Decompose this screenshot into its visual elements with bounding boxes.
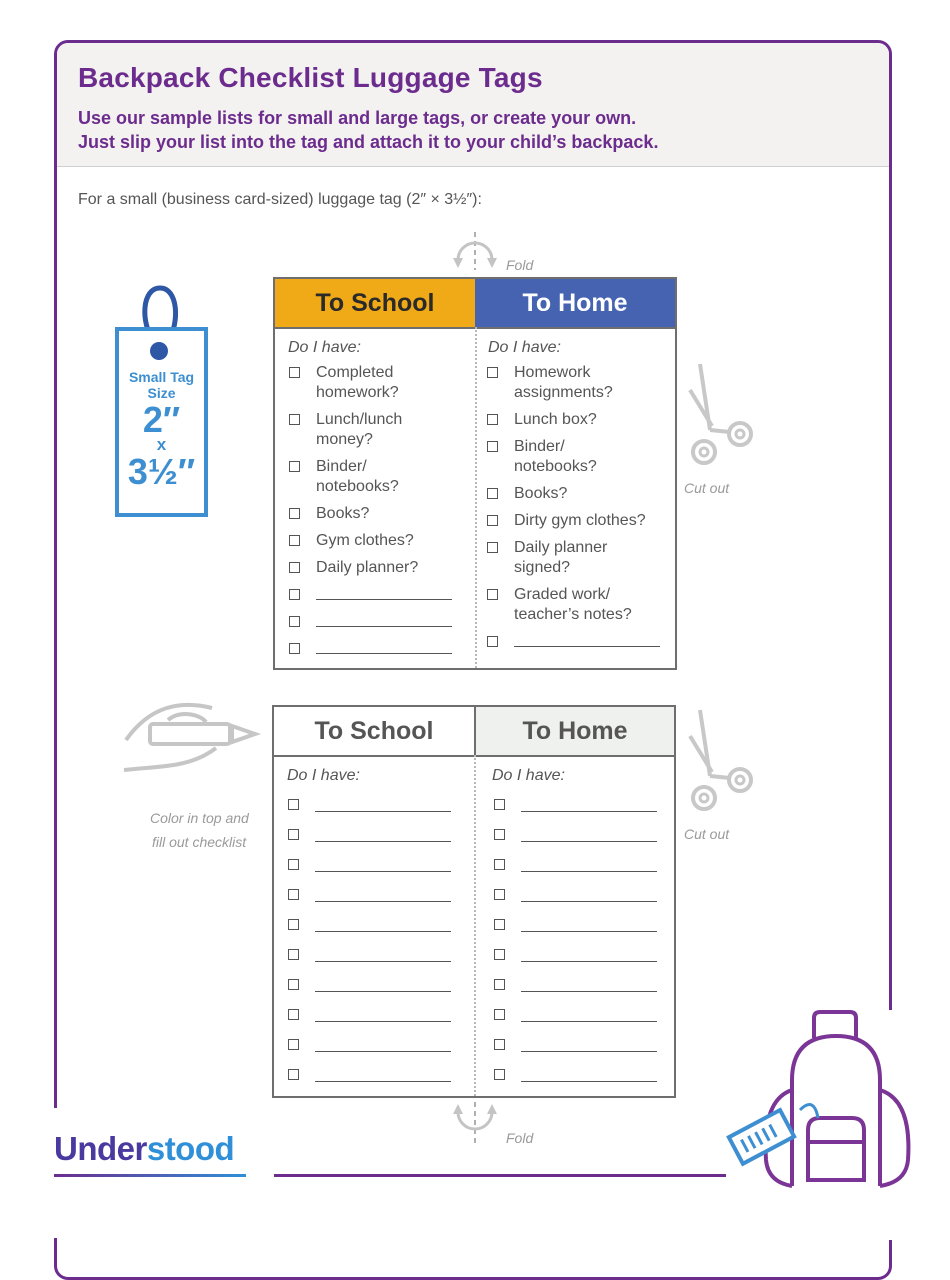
list-item-blank bbox=[494, 945, 674, 965]
blank-home-column bbox=[474, 707, 674, 1096]
checkbox-icon[interactable] bbox=[494, 889, 505, 900]
write-in-line[interactable] bbox=[521, 885, 657, 902]
page-title: Backpack Checklist Luggage Tags bbox=[78, 62, 543, 93]
checkbox-icon[interactable] bbox=[487, 589, 498, 600]
list-item: Daily planner? bbox=[289, 558, 475, 578]
fold-label-bottom: Fold bbox=[506, 1130, 534, 1146]
sample-school-prompt: Do I have: bbox=[288, 339, 361, 356]
checkbox-icon[interactable] bbox=[289, 367, 300, 378]
blank-home-prompt: Do I have: bbox=[492, 767, 565, 784]
checkbox-icon[interactable] bbox=[289, 643, 300, 654]
checkbox-icon[interactable] bbox=[289, 414, 300, 425]
subtitle-line-2: Just slip your list into the tag and attach it to your child’s backpack. bbox=[78, 132, 659, 152]
list-item: Graded work/ teacher’s notes? bbox=[487, 585, 654, 625]
fold-line bbox=[474, 755, 476, 1096]
write-in-line[interactable] bbox=[521, 825, 657, 842]
list-item: Completed homework? bbox=[289, 363, 426, 403]
checkbox-icon[interactable] bbox=[487, 636, 498, 647]
checkbox-icon[interactable] bbox=[494, 1039, 505, 1050]
list-item-blank bbox=[288, 795, 474, 815]
checkbox-icon[interactable] bbox=[494, 1069, 505, 1080]
checkbox-icon[interactable] bbox=[487, 488, 498, 499]
small-tag-label-2: Size bbox=[147, 385, 176, 401]
fold-label-top: Fold bbox=[506, 257, 534, 273]
list-item-blank bbox=[288, 945, 474, 965]
list-item-blank bbox=[289, 612, 475, 632]
sample-luggage-tag bbox=[273, 277, 677, 670]
scissors-icon bbox=[680, 360, 760, 470]
checkbox-icon[interactable] bbox=[487, 414, 498, 425]
write-in-line[interactable] bbox=[315, 1035, 451, 1052]
list-item-blank bbox=[288, 885, 474, 905]
write-in-line[interactable] bbox=[315, 825, 451, 842]
checkbox-icon[interactable] bbox=[289, 461, 300, 472]
list-item: Books? bbox=[487, 484, 675, 504]
small-tag-height: 3½″ bbox=[127, 451, 196, 492]
list-item: Dirty gym clothes? bbox=[487, 511, 675, 531]
checkbox-icon[interactable] bbox=[288, 1009, 299, 1020]
sample-home-list bbox=[475, 363, 675, 652]
logo-underline bbox=[54, 1174, 246, 1177]
checkbox-icon[interactable] bbox=[289, 535, 300, 546]
write-in-line[interactable] bbox=[315, 885, 451, 902]
write-in-line[interactable] bbox=[521, 855, 657, 872]
write-in-line[interactable] bbox=[315, 855, 451, 872]
list-item: Binder/ notebooks? bbox=[289, 457, 416, 497]
scissors-icon bbox=[680, 706, 760, 816]
list-item-blank bbox=[494, 1035, 674, 1055]
write-in-line[interactable] bbox=[514, 632, 660, 647]
hand-pen-icon bbox=[120, 696, 265, 778]
checkbox-icon[interactable] bbox=[289, 562, 300, 573]
list-item: Lunch/lunch money? bbox=[289, 410, 426, 450]
list-item-blank bbox=[494, 825, 674, 845]
footer-rule bbox=[274, 1174, 726, 1177]
backpack-icon bbox=[722, 1010, 922, 1190]
list-item: Daily planner signed? bbox=[487, 538, 629, 578]
frame-gap bbox=[50, 1108, 270, 1238]
write-in-line[interactable] bbox=[521, 915, 657, 932]
checkbox-icon[interactable] bbox=[487, 367, 498, 378]
list-item-blank bbox=[288, 1035, 474, 1055]
list-item: Gym clothes? bbox=[289, 531, 475, 551]
understood-logo: Understood bbox=[54, 1130, 235, 1167]
list-item-blank bbox=[288, 1065, 474, 1085]
blank-luggage-tag bbox=[272, 705, 676, 1098]
blank-school-prompt: Do I have: bbox=[287, 767, 360, 784]
list-item-blank bbox=[288, 1005, 474, 1025]
list-item-blank bbox=[289, 639, 475, 659]
blank-school-heading: To School bbox=[274, 707, 474, 757]
checkbox-icon[interactable] bbox=[487, 542, 498, 553]
write-in-line[interactable] bbox=[521, 795, 657, 812]
subtitle-line-1: Use our sample lists for small and large tags, or create your own. bbox=[78, 108, 637, 128]
intro-text: For a small (business card-sized) luggage tag (2″ × 3½″): bbox=[78, 191, 482, 208]
checkbox-icon[interactable] bbox=[288, 979, 299, 990]
checkbox-icon[interactable] bbox=[288, 919, 299, 930]
page-subtitle bbox=[78, 106, 658, 154]
checkbox-icon[interactable] bbox=[494, 799, 505, 810]
checkbox-icon[interactable] bbox=[288, 949, 299, 960]
checkbox-icon[interactable] bbox=[288, 889, 299, 900]
checkbox-icon[interactable] bbox=[289, 508, 300, 519]
write-in-line[interactable] bbox=[316, 612, 452, 627]
blank-school-column bbox=[274, 707, 474, 1096]
write-in-line[interactable] bbox=[315, 915, 451, 932]
list-item-blank bbox=[288, 975, 474, 995]
fold-icon bbox=[448, 230, 502, 272]
list-item-blank bbox=[288, 915, 474, 935]
write-in-line[interactable] bbox=[316, 585, 452, 600]
checkbox-icon[interactable] bbox=[288, 1069, 299, 1080]
color-in-label-2: fill out checklist bbox=[152, 834, 247, 850]
checkbox-icon[interactable] bbox=[288, 799, 299, 810]
checkbox-icon[interactable] bbox=[494, 919, 505, 930]
checkbox-icon[interactable] bbox=[494, 1009, 505, 1020]
list-item: Books? bbox=[289, 504, 475, 524]
cut-out-label-1: Cut out bbox=[684, 480, 730, 496]
list-item-blank bbox=[494, 1005, 674, 1025]
checkbox-icon[interactable] bbox=[487, 515, 498, 526]
checkbox-icon[interactable] bbox=[288, 829, 299, 840]
write-in-line[interactable] bbox=[521, 1035, 657, 1052]
small-tag-times: x bbox=[156, 435, 167, 454]
blank-home-list bbox=[474, 795, 674, 1085]
list-item-blank bbox=[494, 885, 674, 905]
sample-home-prompt: Do I have: bbox=[488, 339, 561, 356]
write-in-line[interactable] bbox=[315, 1005, 451, 1022]
small-tag-width: 2″ bbox=[142, 399, 181, 440]
checkbox-icon[interactable] bbox=[494, 829, 505, 840]
list-item-blank bbox=[289, 585, 475, 605]
write-in-line[interactable] bbox=[315, 1065, 451, 1082]
fold-line bbox=[475, 327, 477, 668]
write-in-line[interactable] bbox=[521, 1065, 657, 1082]
sample-school-heading: To School bbox=[275, 279, 475, 329]
write-in-line[interactable] bbox=[521, 945, 657, 962]
list-item-blank bbox=[494, 1065, 674, 1085]
write-in-line[interactable] bbox=[315, 795, 451, 812]
list-item-blank bbox=[487, 632, 675, 652]
write-in-line[interactable] bbox=[521, 975, 657, 992]
fold-icon bbox=[448, 1098, 502, 1146]
color-in-label-1: Color in top and bbox=[150, 810, 249, 826]
list-item-blank bbox=[288, 825, 474, 845]
checkbox-icon[interactable] bbox=[288, 859, 299, 870]
checkbox-icon[interactable] bbox=[289, 616, 300, 627]
list-item-blank bbox=[494, 915, 674, 935]
write-in-line[interactable] bbox=[316, 639, 452, 654]
list-item: Homework assignments? bbox=[487, 363, 639, 403]
list-item: Lunch box? bbox=[487, 410, 675, 430]
checkbox-icon[interactable] bbox=[289, 589, 300, 600]
checkbox-icon[interactable] bbox=[494, 859, 505, 870]
tag-hole-icon bbox=[146, 340, 174, 364]
list-item-blank bbox=[494, 795, 674, 815]
checkbox-icon[interactable] bbox=[487, 441, 498, 452]
sample-home-heading: To Home bbox=[475, 279, 675, 329]
list-item-blank bbox=[494, 975, 674, 995]
cut-out-label-2: Cut out bbox=[684, 826, 730, 842]
checkbox-icon[interactable] bbox=[494, 949, 505, 960]
list-item-blank bbox=[288, 855, 474, 875]
checkbox-icon[interactable] bbox=[494, 979, 505, 990]
list-item: Binder/ notebooks? bbox=[487, 437, 614, 477]
sample-home-column bbox=[475, 279, 675, 668]
write-in-line[interactable] bbox=[315, 975, 451, 992]
sample-school-column bbox=[275, 279, 475, 668]
sample-school-list bbox=[275, 363, 475, 659]
write-in-line[interactable] bbox=[521, 1005, 657, 1022]
checkbox-icon[interactable] bbox=[288, 1039, 299, 1050]
list-item-blank bbox=[494, 855, 674, 875]
write-in-line[interactable] bbox=[315, 945, 451, 962]
blank-school-list bbox=[274, 795, 474, 1085]
small-tag-label-1: Small Tag bbox=[128, 369, 195, 385]
blank-home-heading: To Home bbox=[474, 707, 674, 757]
